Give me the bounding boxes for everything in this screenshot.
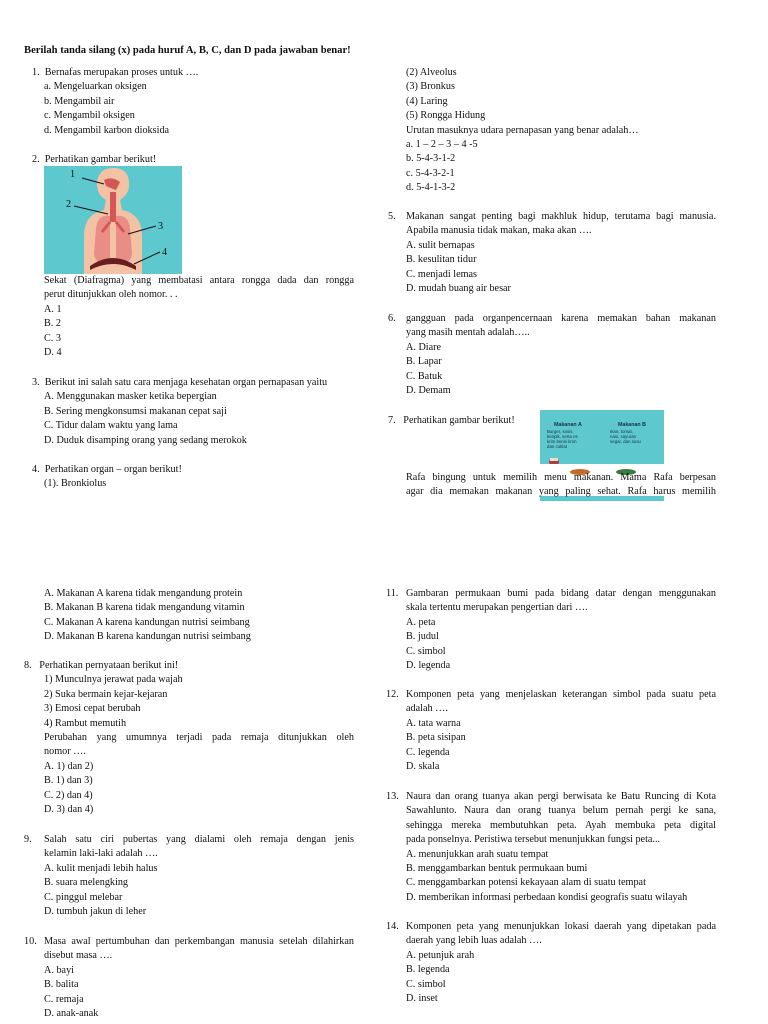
organ-item: (5) Rongga Hidung <box>406 110 486 122</box>
option-d[interactable]: d. 5-4-1-3-2 <box>406 182 456 194</box>
option-b[interactable]: B. Sering mengkonsumsi makanan cepat saji <box>44 405 227 417</box>
organ-item: (2) Alveolus <box>406 67 457 78</box>
stem-line: agar dia memakan makanan yang paling sehat. Rafa harus memilih <box>406 486 716 498</box>
option-c[interactable]: C. menjadi lemas <box>406 268 478 280</box>
statement-item: 3) Emosi cepat berubah <box>44 703 141 715</box>
question-4-continued <box>406 66 639 196</box>
option-a[interactable]: A. petunjuk arah <box>406 949 475 961</box>
question-text: Perhatikan gambar berikut! <box>403 415 515 426</box>
stem-line: disebut masa …. <box>44 950 113 962</box>
question-5 <box>388 210 716 296</box>
option-a[interactable]: A. Menggunakan masker ketika bepergian <box>44 391 217 403</box>
stem-line: daerah yang lebih luas adalah …. <box>406 935 542 947</box>
option-c[interactable]: C. remaja <box>44 993 84 1005</box>
question-number: 10. <box>24 936 37 947</box>
question-number: 7. <box>388 415 396 426</box>
stem-line: adalah …. <box>406 703 448 715</box>
option-c[interactable]: C. simbol <box>406 978 446 990</box>
option-d[interactable]: D. Makanan B karena kandungan nutrisi seimbang <box>44 631 251 643</box>
question-text: Berikut ini salah satu cara menjaga kesehatan organ pernapasan yaitu <box>44 377 328 388</box>
option-d[interactable]: d. Mengambil karbon dioksida <box>44 124 170 136</box>
option-d[interactable]: D. skala <box>406 761 440 773</box>
question-text: Bernafas merupakan proses untuk …. <box>44 67 199 78</box>
question-number: 13. <box>386 791 399 802</box>
stem-line: Komponen peta yang menjelaskan keterangan simbol pada suatu peta <box>406 689 716 700</box>
stem-line: sehingga mereka membutuhkan peta. Ayah membuka peta digital <box>406 819 716 831</box>
question-text: Perhatikan gambar berikut! <box>44 154 157 165</box>
option-d[interactable]: D. legenda <box>406 660 451 672</box>
option-b[interactable]: B. menggambarkan bentuk permukaan bumi <box>406 863 588 875</box>
stem-line: Makanan sangat penting bagi makhluk hidup, terutama bagi manusia. <box>406 211 716 222</box>
statement-item: 4) Rambut memutih <box>44 717 127 729</box>
question-number: 4. <box>32 464 40 475</box>
food-b-heading: Makanan B <box>618 422 646 428</box>
option-b[interactable]: B. 2 <box>44 318 61 330</box>
statement-item: 2) Suka bermain kejar-kejaran <box>44 688 168 700</box>
option-d[interactable]: D. memberikan informasi perbedaan kondisi geografis suatu wilayah <box>406 891 688 903</box>
question-14 <box>386 920 716 1006</box>
question-7-options <box>44 587 251 645</box>
option-a[interactable]: a. Mengeluarkan oksigen <box>44 81 147 93</box>
question-number: 2. <box>32 154 40 165</box>
food-a-line: Burger, sosis, <box>547 429 574 434</box>
question-8 <box>24 659 354 817</box>
option-c[interactable]: C. Makanan A karena kandungan nutrisi seimbang <box>44 616 250 628</box>
option-d[interactable]: D. 4 <box>44 347 62 359</box>
option-b[interactable]: B. 1) dan 3) <box>44 775 93 787</box>
organ-item: (1). Bronkiolus <box>44 478 107 490</box>
question-2-stem <box>44 274 354 360</box>
option-b[interactable]: b. Mengambil air <box>44 95 115 107</box>
instruction: Berilah tanda silang (x) pada huruf A, B, C, dan D pada jawaban benar! <box>24 45 351 56</box>
option-c[interactable]: C. 3 <box>44 332 61 344</box>
question-number: 6. <box>388 313 396 324</box>
food-a-line: dan coklat <box>547 444 568 449</box>
question-10 <box>24 935 354 1021</box>
option-b[interactable]: B. balita <box>44 979 79 991</box>
question-12 <box>386 688 716 774</box>
food-b-line: segar, dan susu <box>610 439 641 444</box>
food-b-line: nasi, sayuran <box>610 434 637 439</box>
option-c[interactable]: C. pinggul melebar <box>44 891 123 903</box>
stem-line: Sekat (Diafragma) yang membatasi antara rongga dada dan rongga <box>44 275 354 286</box>
question-number: 14. <box>386 921 399 932</box>
option-b[interactable]: B. judul <box>406 631 439 643</box>
option-c[interactable]: c. 5-4-3-2-1 <box>406 167 455 179</box>
food-b-line: Ikan, tomat, <box>610 429 633 434</box>
option-b[interactable]: B. legenda <box>406 964 450 976</box>
food-a-line: krim berisi krim <box>547 439 577 444</box>
food-images-svg <box>540 410 664 464</box>
stem-line: yang masih mentah adalah….. <box>406 327 530 339</box>
question-6 <box>388 312 716 398</box>
option-b[interactable]: B. peta sisipan <box>406 732 466 744</box>
option-d[interactable]: D. inset <box>406 993 438 1005</box>
figure-label-1: 1 <box>70 169 76 180</box>
option-a[interactable]: a. 1 – 2 – 3 – 4 -5 <box>406 139 478 151</box>
statement-item: 1) Munculnya jerawat pada wajah <box>44 674 183 686</box>
stem-line: Salah satu ciri pubertas yang dialami oleh remaja dengan jenis <box>44 834 354 845</box>
stem-line: Masa awal pertumbuhan dan perkembangan manusia setelah dilahirkan <box>44 936 354 947</box>
option-a[interactable]: A. 1 <box>44 303 62 315</box>
option-d[interactable]: D. 3) dan 4) <box>44 804 94 816</box>
question-text: Perhatikan organ – organ berikut! <box>44 464 182 475</box>
option-a[interactable]: A. Makanan A karena tidak mengandung protein <box>44 588 243 599</box>
question-7-stem <box>406 471 716 500</box>
figure-label-4: 4 <box>162 247 168 258</box>
stem-line: Komponen peta yang menunjukkan lokasi daerah yang dipetakan pada <box>406 921 716 932</box>
option-a[interactable]: A. bayi <box>44 964 74 976</box>
option-d[interactable]: D. anak-anak <box>44 1008 99 1020</box>
option-a[interactable]: A. tata warna <box>406 717 461 729</box>
option-c[interactable]: C. simbol <box>406 645 446 657</box>
option-d[interactable]: D. tumbuh jakun di leher <box>44 906 147 918</box>
option-d[interactable]: D. mudah buang air besar <box>406 283 511 295</box>
question-number: 3. <box>32 377 40 388</box>
question-4 <box>32 463 182 492</box>
option-a[interactable]: A. 1) dan 2) <box>44 760 94 772</box>
question-7-header <box>388 414 515 428</box>
stem-line: Sawahlunto. Naura dan orang tuanya belum pernah pergi ke sana, <box>406 805 716 817</box>
option-b[interactable]: b. 5-4-3-1-2 <box>406 153 456 165</box>
option-b[interactable]: B. suara melengking <box>44 877 129 889</box>
respiratory-system-illustration <box>44 166 182 274</box>
question-text: Perhatikan pernyataan berikut ini! <box>39 660 179 671</box>
food-a-heading: Makanan A <box>554 422 582 428</box>
figure-label-2: 2 <box>66 199 72 210</box>
figure-label-3: 3 <box>158 221 164 232</box>
option-b[interactable]: B. Makanan B karena tidak mengandung vitamin <box>44 602 245 614</box>
option-c[interactable]: C. legenda <box>406 746 450 758</box>
stem-line: Perubahan yang umumnya terjadi pada remaja ditunjukkan oleh <box>44 732 354 744</box>
option-a[interactable]: A. Diare <box>406 341 442 353</box>
stem-line: nomor …. <box>44 746 86 758</box>
question-number: 5. <box>388 211 396 222</box>
question-number: 12. <box>386 689 399 700</box>
option-a[interactable]: A. menunjukkan arah suatu tempat <box>406 848 549 860</box>
stem-line: perut ditunjukkan oleh nomor. . . <box>44 289 178 301</box>
question-number: 11. <box>386 588 399 599</box>
option-a[interactable]: A. sulit bernapas <box>406 239 475 251</box>
stem-line: Naura dan orang tuanya akan pergi berwisata ke Batu Runcing di Kota <box>406 791 716 802</box>
stem-line: skala tertentu merupakan pengertian dari …. <box>406 602 588 614</box>
option-c[interactable]: C. 2) dan 4) <box>44 789 93 801</box>
food-comparison-illustration <box>540 410 664 464</box>
option-c[interactable]: C. Tidur dalam waktu yang lama <box>44 420 178 432</box>
question-11 <box>386 587 716 673</box>
question-number: 1. <box>32 67 40 78</box>
stem-line: gangguan pada organpencernaan karena memakan bahan makanan <box>406 313 716 324</box>
option-c[interactable]: C. Batuk <box>406 370 443 382</box>
option-d[interactable]: D. Duduk disamping orang yang sedang merokok <box>44 434 247 446</box>
option-c[interactable]: c. Mengambil oksigen <box>44 110 135 122</box>
question-1 <box>32 66 198 138</box>
question-9 <box>24 833 354 919</box>
option-b[interactable]: B. Lapar <box>406 356 442 368</box>
option-b[interactable]: B. kesulitan tidur <box>406 254 477 266</box>
stem-line: Gambaran permukaan bumi pada bidang datar dengan menggunakan <box>406 588 716 599</box>
stem-line: Rafa bingung untuk memilih menu makanan. Mama Rafa berpesan <box>406 472 716 483</box>
option-d[interactable]: D. Demam <box>406 385 451 397</box>
option-a[interactable]: A. kulit menjadi lebih halus <box>44 862 158 874</box>
question-number: 8. <box>24 660 32 671</box>
organ-item: (3) Bronkus <box>406 81 455 93</box>
stem-line: Apabila manusia tidak makan, maka akan …. <box>406 225 592 237</box>
organ-item: (4) Laring <box>406 95 448 107</box>
question-3 <box>32 376 327 448</box>
stem-line: pada ponselnya. Peristiwa tersebut menunjukkan fungsi peta... <box>406 834 661 846</box>
option-a[interactable]: A. peta <box>406 616 436 628</box>
question-text: Urutan masuknya udara pernapasan yang benar adalah… <box>406 124 639 136</box>
option-c[interactable]: C. menggambarkan potensi kekayaan alam di suatu tempat <box>406 877 646 889</box>
food-a-line: keripik, serta es <box>547 434 578 439</box>
stem-line: kelamin laki-laki adalah …. <box>44 848 158 860</box>
question-number: 9. <box>24 834 32 845</box>
question-13 <box>386 790 716 905</box>
